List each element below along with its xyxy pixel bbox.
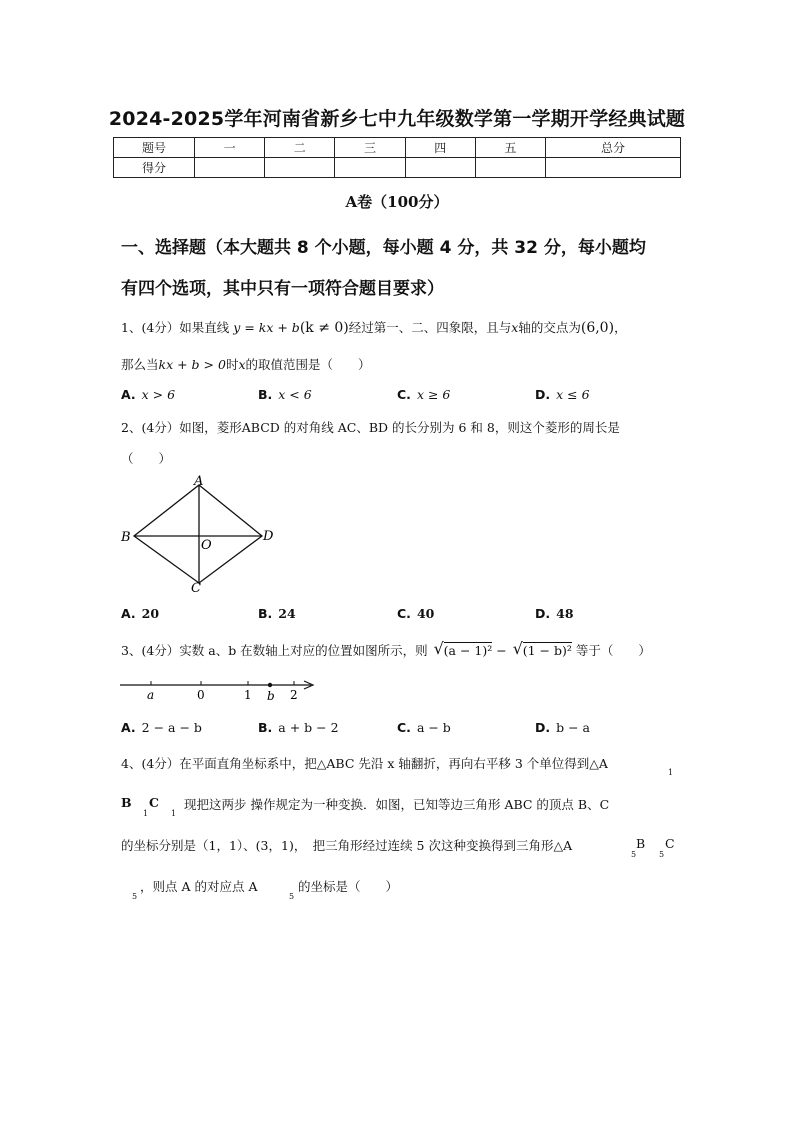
- label-a: A: [194, 474, 204, 489]
- question-1-line2: [121, 355, 371, 373]
- option-text: x ≥ 6: [416, 387, 451, 402]
- q1-line2-a: 那么当: [121, 357, 159, 372]
- option-text: x ≤ 6: [556, 387, 590, 402]
- q3-option-b[interactable]: [258, 720, 339, 735]
- question-3-line1: [121, 641, 651, 659]
- question-4-line3: 的坐标分别是（1，1）、(3，1)， 把三角形经过连续 5 次这种变换得到三角形△A: [121, 838, 573, 853]
- q3-end: 等于（ ）: [575, 643, 651, 658]
- option-text: b − a: [556, 720, 590, 735]
- score-table-score-row: [114, 158, 681, 178]
- q1-equation: y = kx + b: [233, 320, 300, 335]
- q1-option-c[interactable]: [397, 387, 450, 402]
- q2-option-b[interactable]: [258, 606, 296, 621]
- axis-label-0: 0: [197, 688, 205, 702]
- header-cell: 总分: [546, 138, 681, 158]
- q2-option-c[interactable]: [397, 606, 434, 621]
- question-4-line2-b: B: [121, 795, 132, 810]
- question-4-line1: 4、(4分）在平面直角坐标系中，把△ABC 先沿 x 轴翻折，再向右平移 3 个单位得到△A: [121, 756, 608, 771]
- q1-point: (6,0): [580, 320, 615, 336]
- q3-option-c[interactable]: [397, 720, 451, 735]
- q1-condition: (k ≠ 0): [299, 320, 349, 336]
- exam-title: 2024-2025学年河南省新乡七中九年级数学第一学期开学经典试题: [108, 108, 686, 130]
- score-cell[interactable]: [475, 158, 545, 178]
- option-letter: A.: [121, 720, 136, 735]
- option-letter: D.: [535, 606, 551, 621]
- axis-label-a: a: [147, 688, 155, 702]
- header-cell: 五: [475, 138, 545, 158]
- subscript: 1: [143, 809, 149, 818]
- q1-xvar-2: x: [238, 357, 246, 372]
- score-table: [113, 137, 681, 178]
- score-cell[interactable]: [335, 158, 405, 178]
- q1-xvar: x: [511, 320, 519, 335]
- option-letter: C.: [397, 720, 411, 735]
- option-text: a − b: [416, 720, 451, 735]
- q1-end: ，: [614, 320, 627, 335]
- sqrt-radicand-2: (1 − b)²: [522, 643, 572, 658]
- q3-lead: 3、(4分）实数 a、b 在数轴上对应的位置如图所示，则: [121, 643, 428, 658]
- number-line: [118, 675, 320, 705]
- question-2-line1: 2、(4分）如图，菱形ABCD 的对角线 AC、BD 的长分别为 6 和 8，则这个菱形的周长是: [121, 420, 620, 435]
- label-d: D: [263, 529, 274, 544]
- score-cell[interactable]: [405, 158, 475, 178]
- q1-line2-b: 时: [225, 357, 239, 372]
- option-letter: C.: [397, 387, 411, 402]
- header-cell: 题号: [114, 138, 195, 158]
- part1-heading-line2: 有四个选项，其中只有一项符合题目要求）: [121, 279, 444, 299]
- score-cell[interactable]: [546, 158, 681, 178]
- question-4-line4-text: ，则点 A 的对应点 A: [140, 879, 258, 894]
- option-text: x < 6: [278, 387, 312, 402]
- q2-option-a[interactable]: [121, 606, 159, 621]
- option-letter: D.: [535, 387, 551, 402]
- sqrt-icon: √: [512, 639, 523, 658]
- option-letter: B.: [258, 720, 273, 735]
- option-letter: D.: [535, 720, 551, 735]
- option-text: x > 6: [141, 387, 176, 402]
- option-text: 20: [141, 606, 160, 621]
- subscript: 1: [171, 809, 177, 818]
- score-table-header-row: [114, 138, 681, 158]
- question-4-line3-c: C: [665, 836, 675, 851]
- q1-option-d[interactable]: [535, 387, 590, 402]
- option-text: 40: [416, 606, 435, 621]
- question-4-line2-c: C: [149, 795, 159, 810]
- sqrt-expression-1: [433, 639, 493, 658]
- header-cell: 一: [195, 138, 265, 158]
- option-letter: A.: [121, 387, 136, 402]
- row-label: 得分: [114, 158, 195, 178]
- label-c: C: [191, 581, 201, 596]
- header-cell: 二: [265, 138, 335, 158]
- q1-option-b[interactable]: [258, 387, 312, 402]
- subscript: 5: [132, 892, 138, 901]
- sqrt-icon: √: [433, 639, 444, 658]
- option-text: a + b − 2: [278, 720, 339, 735]
- question-4-line2-text: 现把这两步 操作规定为一种变换．如图，已知等边三角形 ABC 的顶点 B、C: [184, 797, 610, 812]
- option-text: 2 − a − b: [141, 720, 202, 735]
- option-text: 48: [556, 606, 574, 621]
- rhombus-figure: [115, 472, 280, 597]
- option-letter: B.: [258, 387, 273, 402]
- option-text: 24: [278, 606, 296, 621]
- question-4-line3-b: B: [636, 836, 646, 851]
- subscript: 5: [289, 892, 295, 901]
- subscript: 1: [668, 768, 674, 777]
- label-o: O: [201, 538, 212, 553]
- option-letter: A.: [121, 606, 136, 621]
- option-letter: C.: [397, 606, 411, 621]
- q1-inequality: kx + b > 0: [158, 357, 226, 372]
- rhombus-outline: [134, 485, 262, 583]
- score-cell[interactable]: [195, 158, 265, 178]
- q1-line2-c: 的取值范围是（ ）: [245, 357, 371, 372]
- axis-label-1: 1: [244, 688, 252, 702]
- header-cell: 三: [335, 138, 405, 158]
- axis-label-b: b: [267, 689, 275, 703]
- question-4-line4-end: 的坐标是（ ）: [298, 879, 399, 894]
- score-cell[interactable]: [265, 158, 335, 178]
- q1-mid: 经过第一、二、四象限，且与: [348, 320, 512, 335]
- point-b: [268, 683, 272, 687]
- subscript: 5: [659, 850, 665, 859]
- part1-heading-line1: 一、选择题（本大题共 8 个小题，每小题 4 分，共 32 分，每小题均: [121, 238, 646, 258]
- q3-option-d[interactable]: [535, 720, 590, 735]
- q1-mid2: 轴的交点为: [518, 320, 581, 335]
- section-a-heading: A卷（100分）: [345, 193, 449, 211]
- q3-option-a[interactable]: [121, 720, 202, 735]
- q1-option-a[interactable]: [121, 387, 175, 402]
- label-b: B: [121, 530, 131, 545]
- sqrt-expression-2: [512, 639, 572, 658]
- question-1-line1: [121, 318, 627, 336]
- sqrt-radicand-1: (a − 1)²: [443, 643, 493, 658]
- q1-lead: 1、(4分）如果直线: [121, 320, 230, 335]
- option-letter: B.: [258, 606, 273, 621]
- subscript: 5: [631, 850, 637, 859]
- header-cell: 四: [405, 138, 475, 158]
- q2-option-d[interactable]: [535, 606, 574, 621]
- question-2-line2: （ ）: [121, 451, 172, 466]
- axis-label-2: 2: [290, 688, 298, 702]
- q3-minus: −: [496, 643, 507, 658]
